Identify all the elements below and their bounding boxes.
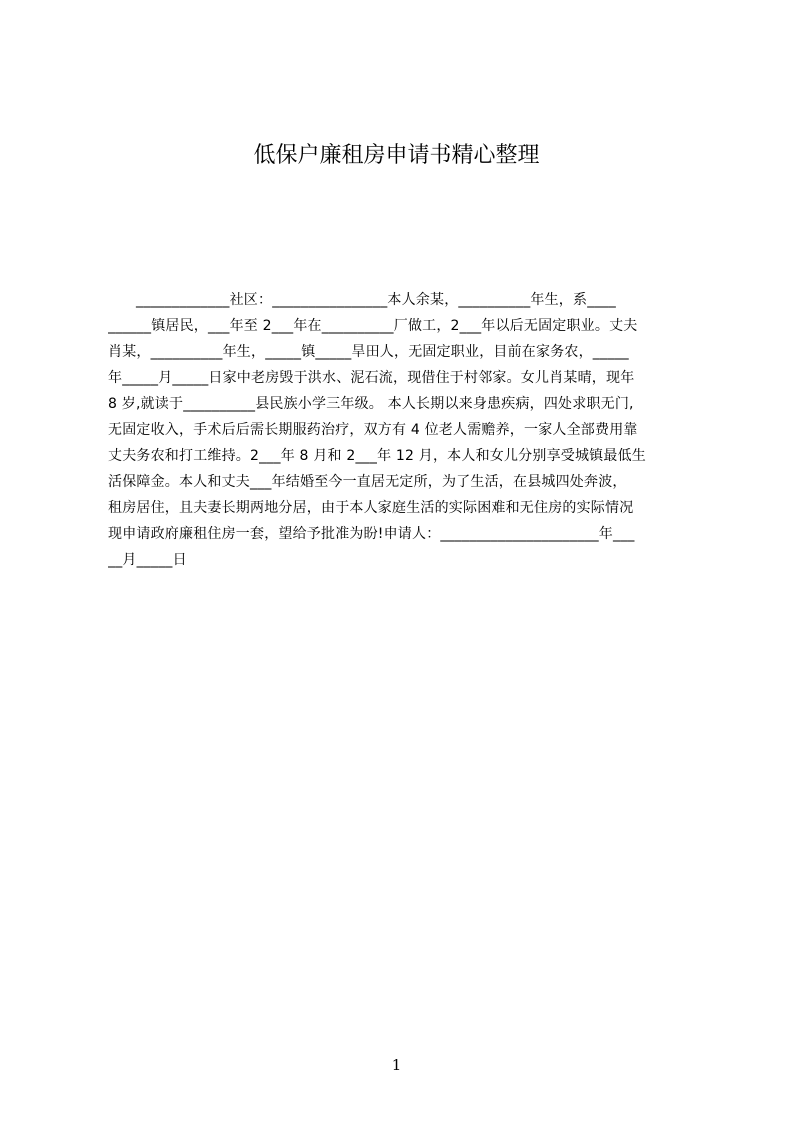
body-line: 无固定收入，手术后后需长期服药治疗，双方有 4 位老人需赡养，一家人全部费用靠 [108, 422, 638, 438]
body-line: _____________社区：________________本人余某，__________年生，系____ [136, 292, 616, 308]
body-line: 肖某，__________年生，_____镇_____旱田人，无固定职业，目前在家务农，_____ [108, 344, 629, 360]
body-line: 租房居住，且夫妻长期两地分居，由于本人家庭生活的实际困难和无住房的实际情况 [108, 500, 634, 516]
body-line: 8 岁,就读于__________县民族小学三年级。 本人长期以来身患疾病，四处求职无门, [108, 396, 634, 412]
application-body [108, 287, 700, 573]
body-line: ______镇居民，___年至 2___年在__________厂做工，2___年以后无固定职业。丈夫 [108, 318, 638, 334]
body-line: 丈夫务农和打工维持。2___年 8 月和 2___年 12 月，本人和女儿分别享受城镇最低生 [108, 448, 646, 464]
body-line: 年_____月_____日家中老房毁于洪水、泥石流，现借住于村邻家。女儿肖某晴，现年 [108, 370, 635, 386]
body-line: __月_____日 [108, 552, 187, 568]
body-line: 现申请政府廉租住房一套，望给予批准为盼!申请人：______________________年___ [108, 526, 635, 542]
body-line: 活保障金。本人和丈夫___年结婚至今一直居无定所，为了生活，在县城四处奔波， [108, 474, 627, 490]
document-title: 低保户廉租房申请书精心整理 [253, 143, 540, 168]
page-number: 1 [391, 1056, 402, 1074]
